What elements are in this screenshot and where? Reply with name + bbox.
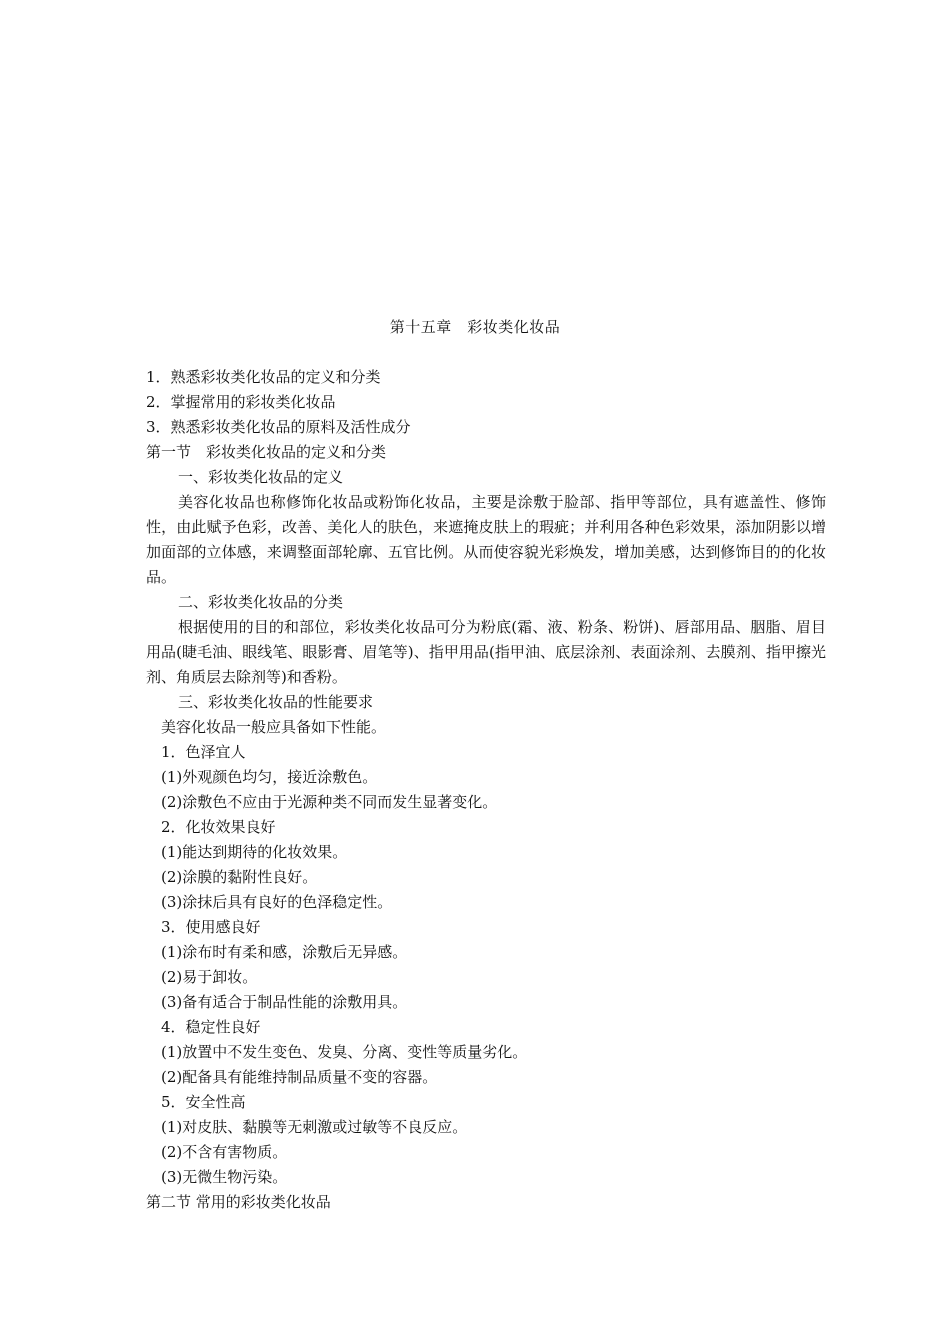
requirement-heading: 2．化妆效果良好	[161, 818, 276, 836]
requirement-heading: 4．稳定性良好	[161, 1018, 261, 1036]
requirement-item: (1)涂布时有柔和感，涂敷后无异感。	[161, 943, 408, 961]
subsection-heading: 三、彩妆类化妆品的性能要求	[178, 693, 374, 711]
requirement-heading: 5．安全性高	[161, 1093, 246, 1111]
requirement-heading: 3．使用感良好	[161, 918, 261, 936]
requirement-heading: 1．色泽宜人	[161, 743, 246, 761]
objective-item: 3．熟悉彩妆类化妆品的原料及活性成分	[146, 418, 411, 436]
classification-paragraph: 根据使用的目的和部位，彩妆类化妆品可分为粉底(霜、液、粉条、粉饼)、唇部用品、胭脂、眉目用品(睫毛油、眼线笔、眼影膏、眉笔等)、指甲用品(指甲油、底层涂剂、表面涂剂、去膜剂、指甲擦光剂、角质层去除剂等)和香粉。	[146, 618, 826, 686]
section-heading: 第一节 彩妆类化妆品的定义和分类	[146, 443, 387, 461]
requirement-item: (2)涂膜的黏附性良好。	[161, 868, 318, 886]
section-heading: 第二节 常用的彩妆类化妆品	[146, 1193, 331, 1211]
requirement-item: (1)对皮肤、黏膜等无刺激或过敏等不良反应。	[161, 1118, 468, 1136]
requirement-item: (2)配备具有能维持制品质量不变的容器。	[161, 1068, 438, 1086]
requirement-item: (3)无微生物污染。	[161, 1168, 288, 1186]
requirement-item: (1)能达到期待的化妆效果。	[161, 843, 348, 861]
document-body	[146, 365, 826, 1215]
requirement-item: (1)外观颜色均匀，接近涂敷色。	[161, 768, 378, 786]
requirement-item: (3)涂抹后具有良好的色泽稳定性。	[161, 893, 393, 911]
requirements-intro: 美容化妆品一般应具备如下性能。	[161, 718, 387, 736]
chapter-title: 第十五章 彩妆类化妆品	[389, 318, 561, 336]
requirement-item: (2)不含有害物质。	[161, 1143, 288, 1161]
requirement-item: (2)涂敷色不应由于光源种类不同而发生显著变化。	[161, 793, 498, 811]
subsection-heading: 二、彩妆类化妆品的分类	[178, 593, 344, 611]
objective-item: 2．掌握常用的彩妆类化妆品	[146, 393, 336, 411]
objective-item: 1．熟悉彩妆类化妆品的定义和分类	[146, 368, 381, 386]
definition-paragraph: 美容化妆品也称修饰化妆品或粉饰化妆品，主要是涂敷于脸部、指甲等部位，具有遮盖性、修饰性，由此赋予色彩，改善、美化人的肤色，来遮掩皮肤上的瑕疵；并利用各种色彩效果，添加阴影以增加面部的立体感，来调整面部轮廓、五官比例。从而使容貌光彩焕发，增加美感，达到修饰目的的化妆品。	[146, 493, 826, 586]
requirement-item: (3)备有适合于制品性能的涂敷用具。	[161, 993, 408, 1011]
requirement-item: (1)放置中不发生变色、发臭、分离、变性等质量劣化。	[161, 1043, 528, 1061]
subsection-heading: 一、彩妆类化妆品的定义	[178, 468, 344, 486]
requirement-item: (2)易于卸妆。	[161, 968, 258, 986]
